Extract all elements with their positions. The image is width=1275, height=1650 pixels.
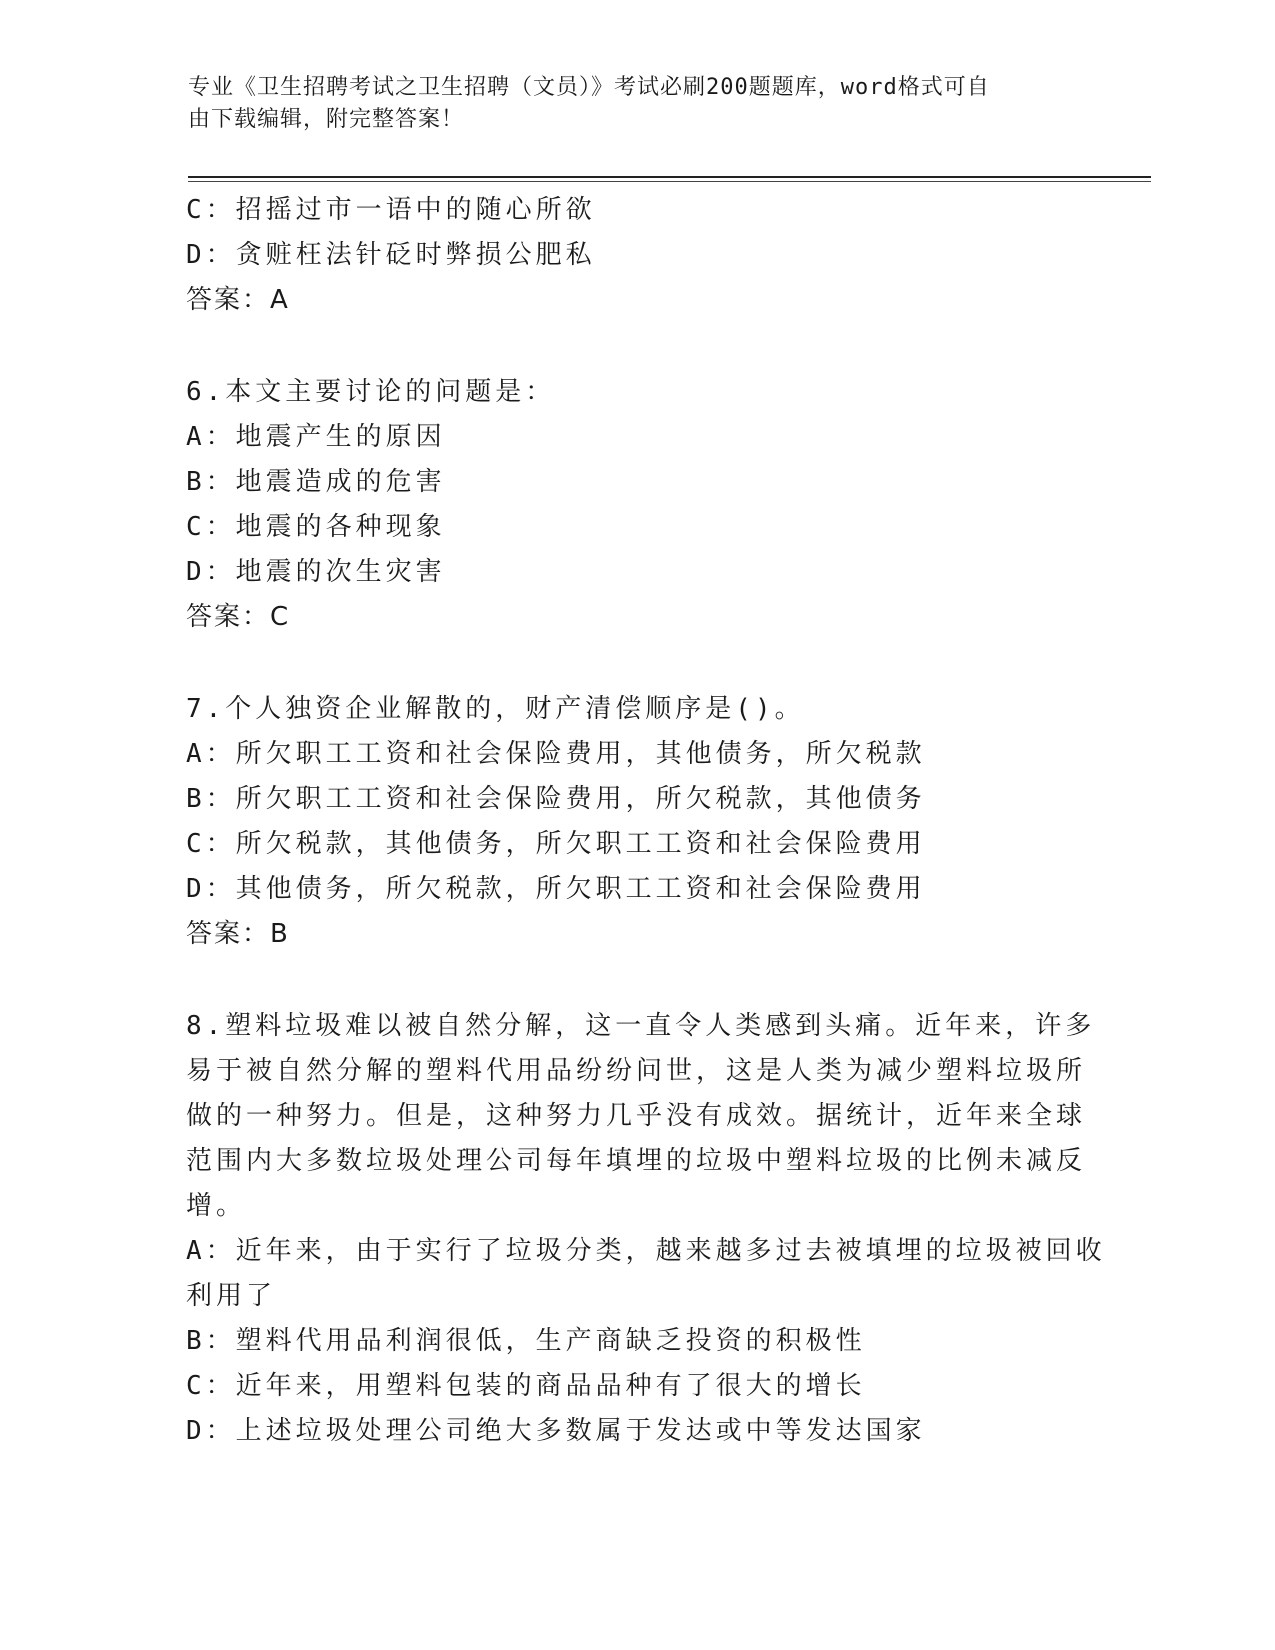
option-a-line: A：近年来，由于实行了垃圾分类，越来越多过去被填埋的垃圾被回收 (186, 1236, 1106, 1266)
question-8 (186, 1004, 1106, 1454)
spacer (186, 323, 1086, 370)
option-d: D：贪赃枉法针砭时弊损公肥私 (186, 240, 596, 270)
question-stem-line: 做的一种努力。但是，这种努力几乎没有成效。据统计，近年来全球 (186, 1101, 1087, 1131)
option-b: B：塑料代用品利润很低，生产商缺乏投资的积极性 (186, 1326, 866, 1356)
header-line-1: 专业《卫生招聘考试之卫生招聘（文员）》考试必刷200题题库，word格式可自 (188, 75, 990, 100)
option-b: B：地震造成的危害 (186, 467, 446, 497)
question-stem: 7.个人独资企业解散的，财产清偿顺序是()。 (186, 694, 805, 724)
option-d: D：上述垃圾处理公司绝大多数属于发达或中等发达国家 (186, 1416, 926, 1446)
question-7 (186, 687, 1086, 957)
option-b: B：所欠职工工资和社会保险费用，所欠税款，其他债务 (186, 784, 926, 814)
document-header (188, 72, 1068, 136)
option-a-line: 利用了 (186, 1281, 277, 1311)
question-5-tail (186, 188, 1086, 323)
answer-label: 答案：A (186, 285, 290, 315)
option-a: A：地震产生的原因 (186, 422, 446, 452)
question-stem-line: 增。 (186, 1191, 247, 1221)
spacer (186, 640, 1086, 687)
option-c: C：近年来，用塑料包装的商品品种有了很大的增长 (186, 1371, 866, 1401)
option-c: C：所欠税款，其他债务，所欠职工工资和社会保险费用 (186, 829, 926, 859)
option-c: C：招摇过市一语中的随心所欲 (186, 195, 596, 225)
answer-label: 答案：C (186, 602, 291, 632)
option-a: A：所欠职工工资和社会保险费用，其他债务，所欠税款 (186, 739, 926, 769)
question-stem: 6.本文主要讨论的问题是： (186, 377, 556, 407)
option-d: D：地震的次生灾害 (186, 557, 446, 587)
option-d: D：其他债务，所欠税款，所欠职工工资和社会保险费用 (186, 874, 926, 904)
option-c: C：地震的各种现象 (186, 512, 446, 542)
question-list (186, 188, 1106, 1454)
question-stem-line: 范围内大多数垃圾处理公司每年填埋的垃圾中塑料垃圾的比例未减反 (186, 1146, 1087, 1176)
header-divider-thin (188, 181, 1151, 182)
question-6 (186, 370, 1086, 640)
answer-label: 答案：B (186, 919, 290, 949)
header-divider-thick (188, 176, 1151, 178)
spacer (186, 957, 1086, 1004)
question-stem-line: 易于被自然分解的塑料代用品纷纷问世，这是人类为减少塑料垃圾所 (186, 1056, 1087, 1086)
question-stem-line: 8.塑料垃圾难以被自然分解，这一直令人类感到头痛。近年来，许多 (186, 1011, 1096, 1041)
header-line-2: 由下载编辑，附完整答案！ (188, 107, 465, 132)
